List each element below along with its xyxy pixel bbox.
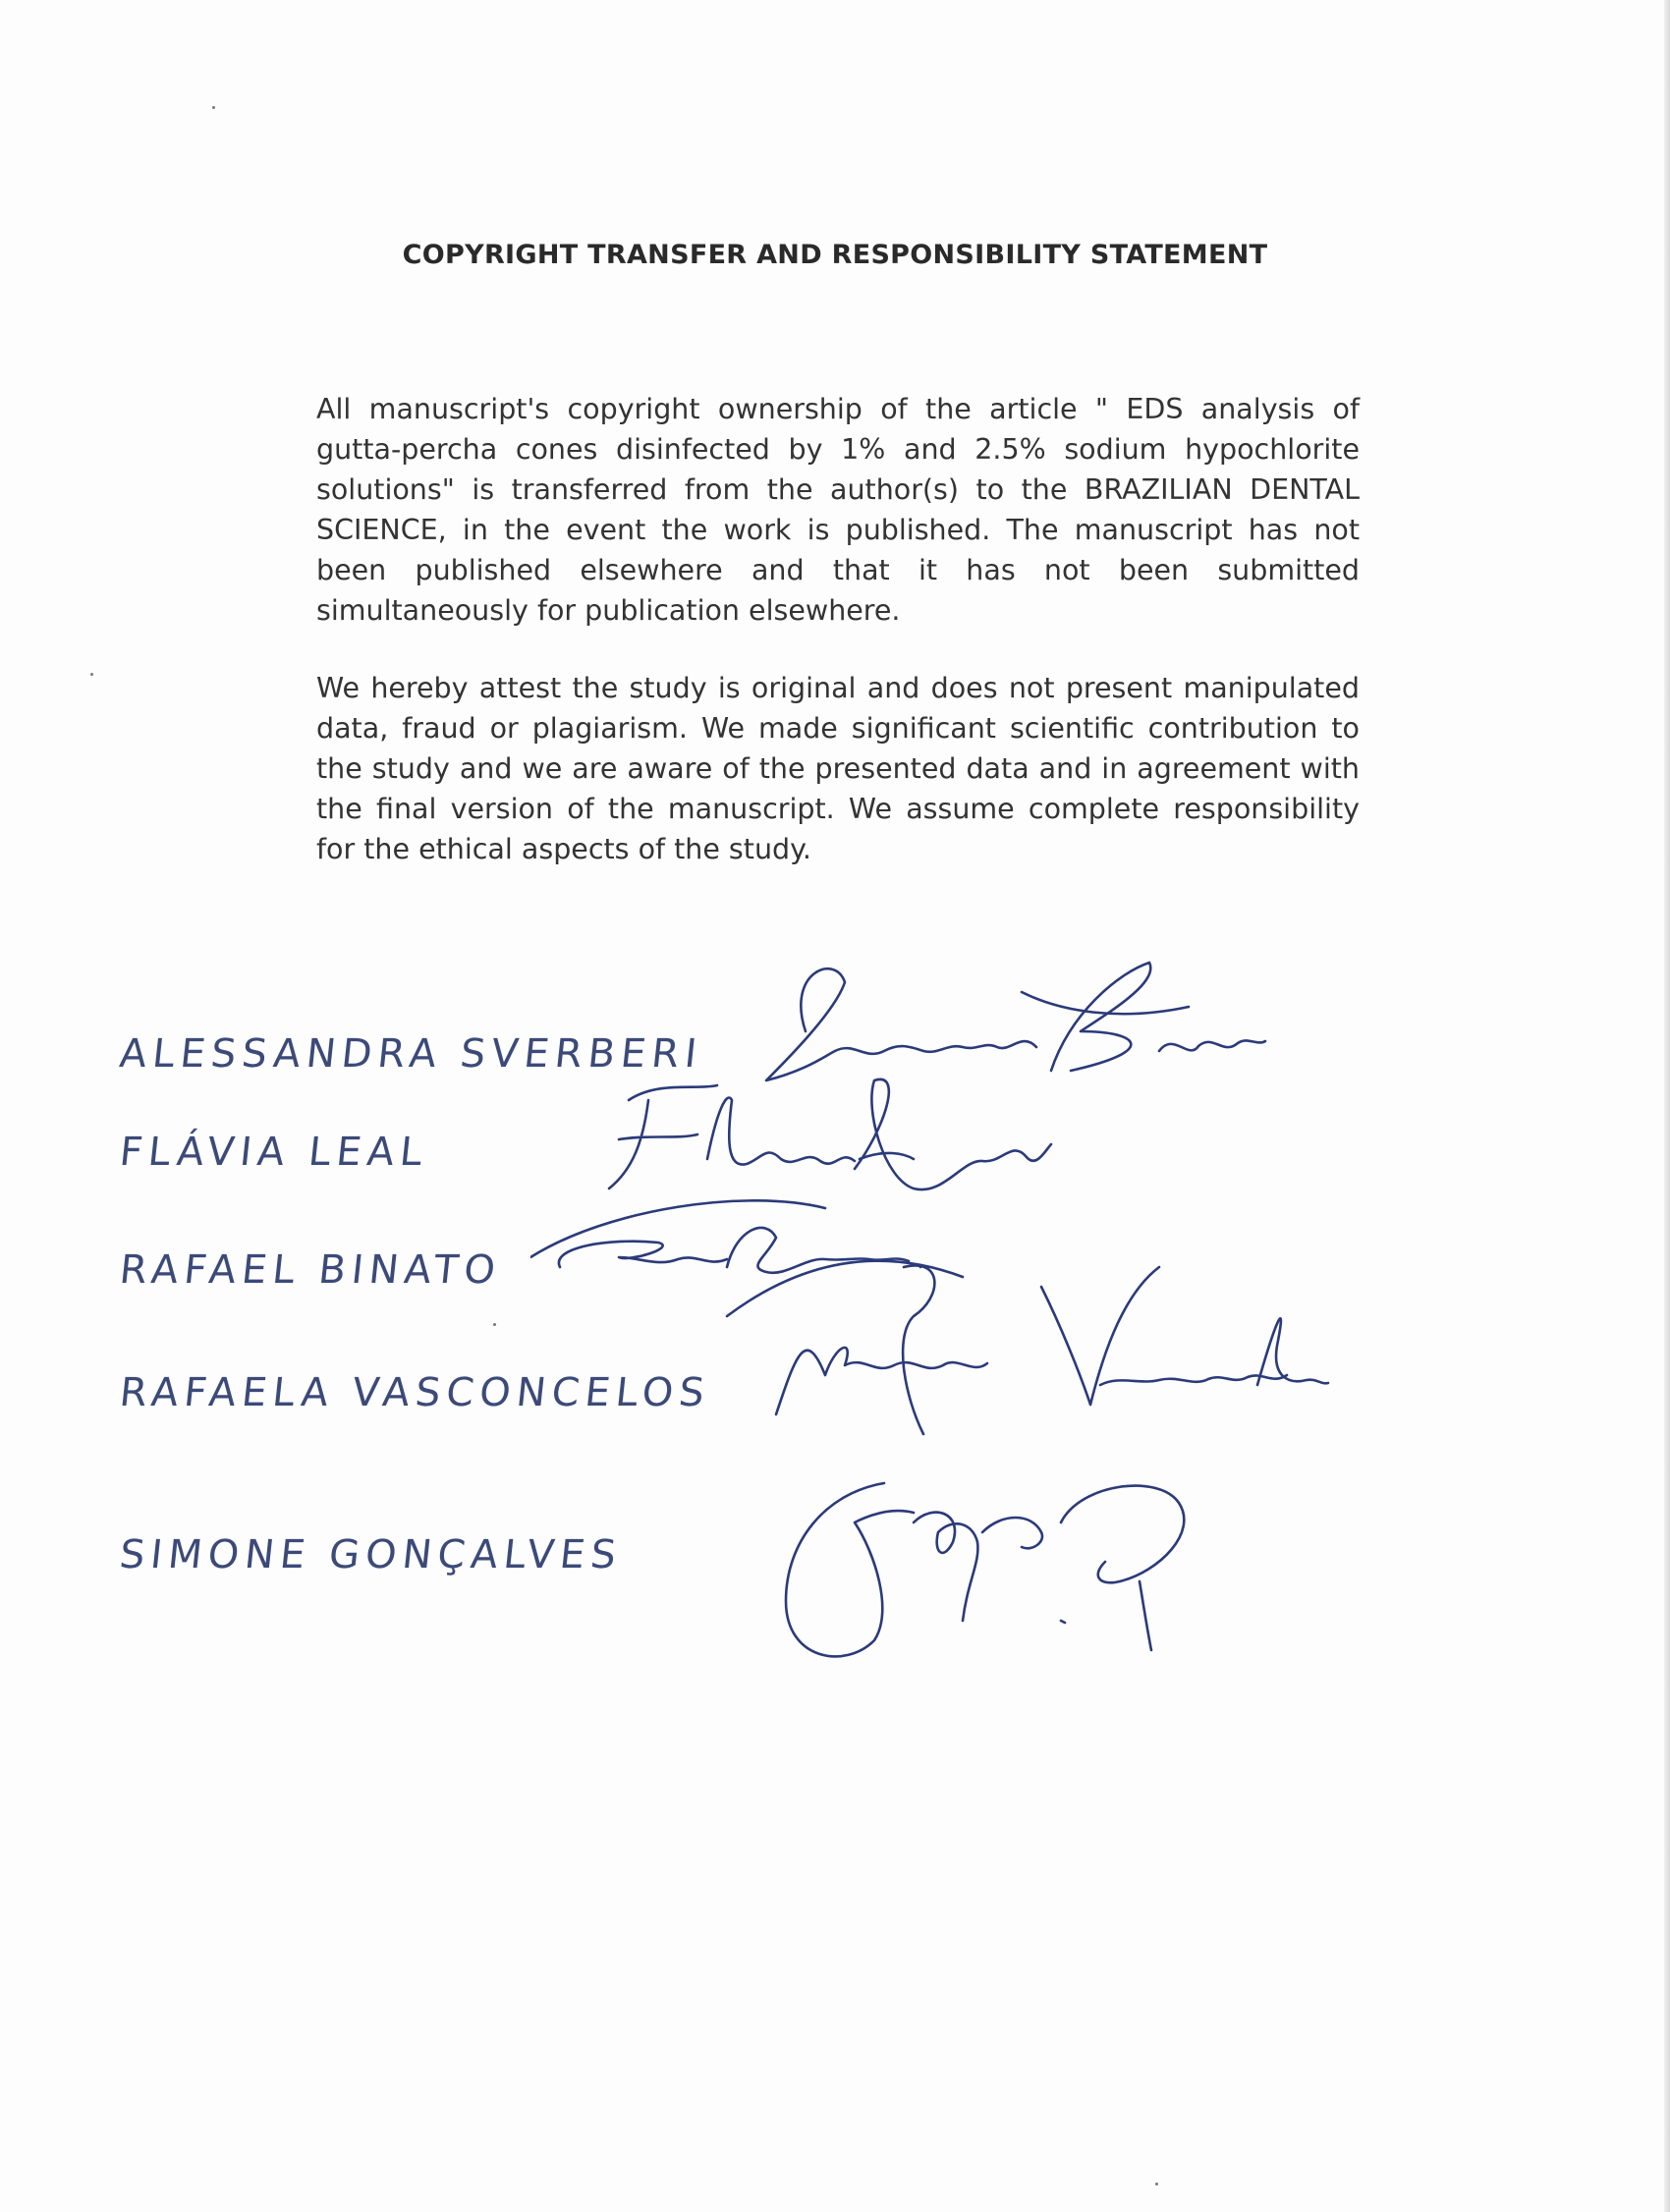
paragraph-responsibility: We hereby attest the study is original and does not present manipulated data, fraud or plagiarism. We made significant scientific contribution to the study and we are aware of the presented data and in agreement with the final version of the manuscript. We assume complete responsibility for the ethical aspects of the study.	[316, 672, 1360, 865]
speck	[90, 673, 93, 676]
printed-name: RAFAEL BINATO	[117, 1247, 504, 1293]
speck	[212, 106, 215, 109]
handwritten-signature	[766, 1464, 1218, 1689]
signature-block	[0, 943, 1670, 1729]
printed-name: RAFAELA VASCONCELOS	[117, 1370, 713, 1415]
printed-name: SIMONE GONÇALVES	[117, 1532, 625, 1577]
speck	[493, 1323, 496, 1326]
speck	[1155, 2183, 1158, 2185]
printed-name: FLÁVIA LEAL	[117, 1130, 430, 1175]
printed-name: ALESSANDRA SVERBERI	[117, 1031, 705, 1077]
paragraph-copyright-transfer: All manuscript's copyright ownership of the article " EDS analysis of gutta-percha cones disinfected by 1% and 2.5% sodium hypochlorite solutions" is transferred from the author(s) to the BRAZILIAN DENTAL SCIENCE, in the event the work is published. The manuscript has not been published elsewhere and that it has not been submitted simultaneously for publication elsewhere.	[316, 393, 1360, 627]
document-title: COPYRIGHT TRANSFER AND RESPONSIBILITY STATEMENT	[402, 240, 1268, 270]
handwritten-signature	[629, 1238, 1336, 1454]
